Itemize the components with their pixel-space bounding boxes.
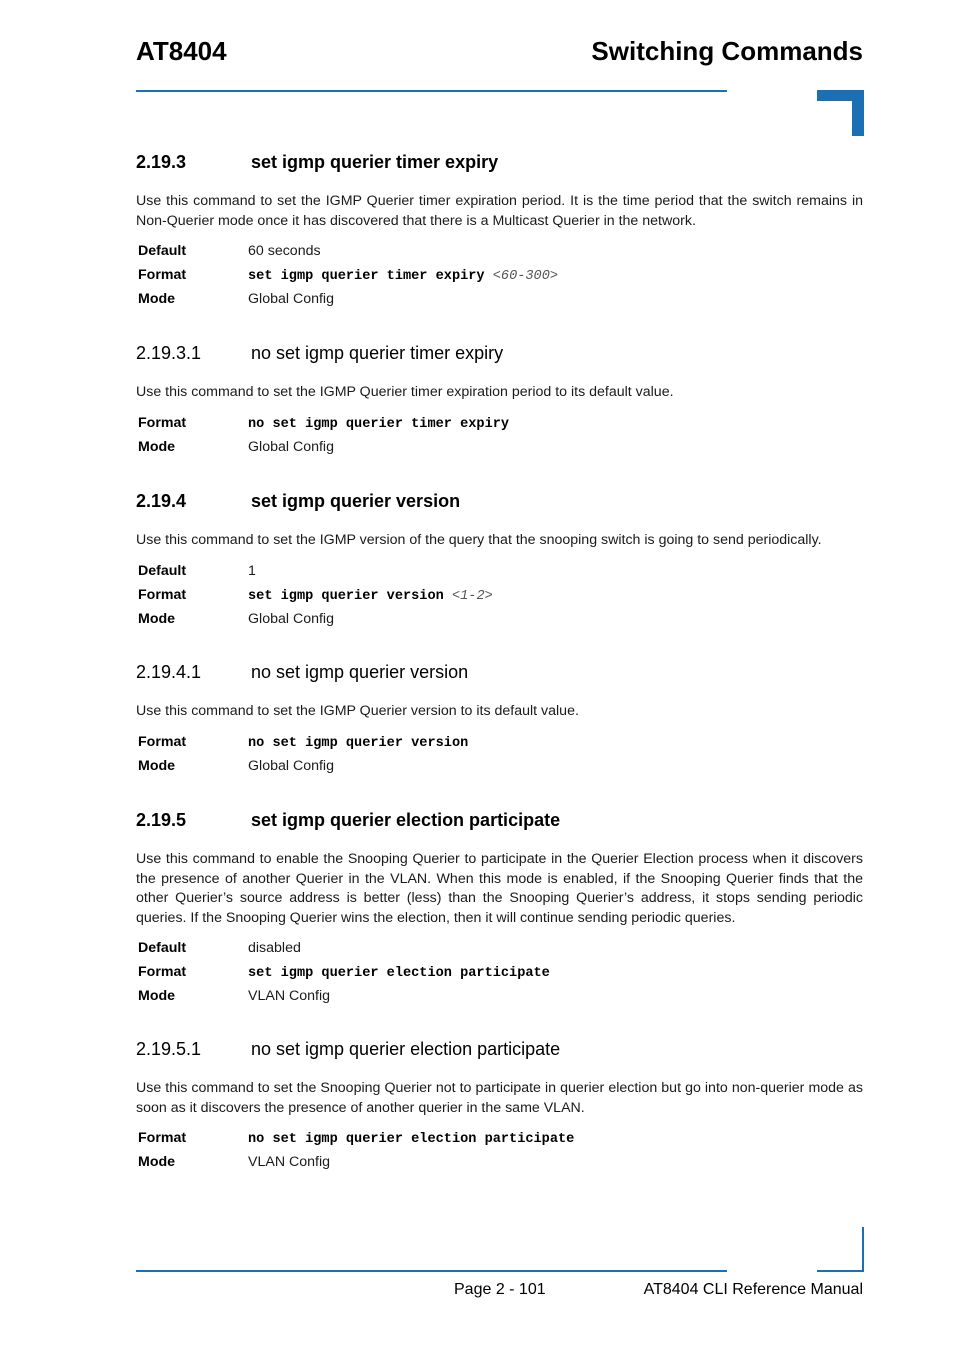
mode-row bbox=[136, 1152, 863, 1176]
section-description: Use this command to set the IGMP Querier version to its default value. bbox=[136, 703, 579, 719]
section-description: Use this command to enable the Snooping Querier to participate in the Querier Election process when it discovers the presence of another Querier in the VLAN. When this mode is enabled, if the Snooping Querier finds that the other Querier’s source address is better (less) than the Snooping Querier’s address, it stops sending periodic queries. If the Snooping Querier wins the election, then it will continue sending periodic queries. bbox=[136, 851, 863, 926]
section-2-19-5-1 bbox=[136, 1039, 863, 1176]
section-heading bbox=[136, 662, 863, 686]
format-label: Format bbox=[138, 586, 187, 603]
mode-value: Global Config bbox=[248, 438, 334, 455]
mode-value: Global Config bbox=[248, 757, 334, 774]
default-value: disabled bbox=[248, 940, 301, 956]
property-table bbox=[136, 241, 863, 313]
mode-value: VLAN Config bbox=[248, 988, 331, 1004]
section-2-19-4-1 bbox=[136, 662, 863, 780]
default-label: Default bbox=[138, 243, 187, 259]
section-number: 2.19.5.1 bbox=[136, 1039, 202, 1059]
mode-label: Mode bbox=[138, 988, 176, 1004]
format-command bbox=[248, 589, 493, 604]
section-number: 2.19.4.1 bbox=[136, 662, 202, 682]
footer-rule bbox=[136, 1270, 727, 1272]
section-heading bbox=[136, 343, 863, 367]
format-row bbox=[136, 265, 863, 289]
default-row bbox=[136, 938, 863, 962]
command-text: set igmp querier version bbox=[248, 588, 444, 604]
section-number: 2.19.4 bbox=[136, 491, 187, 511]
section-number: 2.19.3 bbox=[136, 152, 187, 172]
format-command: no set igmp querier timer expiry bbox=[248, 416, 510, 432]
header-chapter: Switching Commands bbox=[591, 36, 863, 66]
footer-corner-mark bbox=[817, 1227, 864, 1272]
section-2-19-3 bbox=[136, 152, 863, 313]
mode-row bbox=[136, 756, 863, 780]
section-2-19-4 bbox=[136, 491, 863, 633]
mode-label: Mode bbox=[138, 291, 176, 307]
property-table bbox=[136, 561, 863, 633]
section-title: no set igmp querier timer expiry bbox=[251, 343, 504, 363]
default-row bbox=[136, 561, 863, 585]
section-description: Use this command to set the IGMP Querier timer expiration period. It is the time period that the switch remains in Non-Querier mode once it has discovered that there is a Multicast Querier in the network. bbox=[136, 193, 863, 229]
format-label: Format bbox=[138, 1130, 187, 1146]
section-title: set igmp querier election participate bbox=[251, 810, 561, 830]
mode-row bbox=[136, 609, 863, 633]
default-row bbox=[136, 241, 863, 265]
section-2-19-5 bbox=[136, 810, 863, 1010]
header-corner-mark bbox=[817, 90, 864, 136]
mode-row bbox=[136, 289, 863, 313]
section-heading bbox=[136, 491, 863, 515]
mode-label: Mode bbox=[138, 610, 176, 627]
section-number: 2.19.5 bbox=[136, 810, 187, 830]
section-title: no set igmp querier version bbox=[251, 662, 469, 682]
format-row bbox=[136, 962, 863, 986]
section-number: 2.19.3.1 bbox=[136, 343, 202, 363]
section-title: set igmp querier timer expiry bbox=[251, 152, 499, 172]
section-description: Use this command to set the IGMP version of the query that the snooping switch is going to send periodically. bbox=[136, 532, 822, 548]
property-table bbox=[136, 938, 863, 1010]
page-number: Page 2 - 101 bbox=[454, 1281, 546, 1298]
format-command: no set igmp querier election participate bbox=[248, 1132, 575, 1147]
section-heading bbox=[136, 810, 863, 834]
section-heading bbox=[136, 152, 863, 176]
mode-value: Global Config bbox=[248, 610, 334, 627]
format-row bbox=[136, 413, 863, 437]
property-table bbox=[136, 413, 863, 461]
section-description: Use this command to set the Snooping Querier not to participate in querier election but go into non-querier mode as soon as it discovers the presence of another querier in the same VLAN. bbox=[136, 1080, 863, 1116]
mode-label: Mode bbox=[138, 757, 176, 774]
section-heading bbox=[136, 1039, 863, 1063]
default-value: 1 bbox=[248, 562, 256, 579]
command-argument: <60-300> bbox=[492, 269, 559, 284]
format-command bbox=[248, 269, 558, 284]
mode-value: VLAN Config bbox=[248, 1154, 331, 1170]
format-label: Format bbox=[138, 267, 187, 283]
default-label: Default bbox=[138, 562, 187, 579]
header-rule bbox=[136, 90, 727, 92]
default-label: Default bbox=[138, 940, 187, 956]
section-description: Use this command to set the IGMP Querier timer expiration period to its default value. bbox=[136, 384, 674, 400]
section-title: no set igmp querier election participate bbox=[251, 1039, 561, 1059]
section-title: set igmp querier version bbox=[251, 491, 461, 511]
mode-row bbox=[136, 437, 863, 461]
format-row bbox=[136, 585, 863, 609]
format-label: Format bbox=[138, 414, 187, 431]
property-table bbox=[136, 732, 863, 780]
format-label: Format bbox=[138, 733, 187, 750]
format-row bbox=[136, 732, 863, 756]
default-value: 60 seconds bbox=[248, 243, 321, 259]
mode-label: Mode bbox=[138, 1154, 176, 1170]
command-text: set igmp querier timer expiry bbox=[248, 269, 485, 284]
mode-label: Mode bbox=[138, 438, 176, 455]
command-argument: <1-2> bbox=[451, 588, 493, 604]
header-product: AT8404 bbox=[136, 36, 227, 66]
mode-value: Global Config bbox=[248, 291, 334, 307]
mode-row bbox=[136, 986, 863, 1010]
format-label: Format bbox=[138, 964, 187, 980]
section-2-19-3-1 bbox=[136, 343, 863, 461]
property-table bbox=[136, 1128, 863, 1176]
format-command: no set igmp querier version bbox=[248, 735, 469, 751]
manual-title: AT8404 CLI Reference Manual bbox=[643, 1281, 863, 1298]
format-command: set igmp querier election participate bbox=[248, 966, 550, 981]
format-row bbox=[136, 1128, 863, 1152]
